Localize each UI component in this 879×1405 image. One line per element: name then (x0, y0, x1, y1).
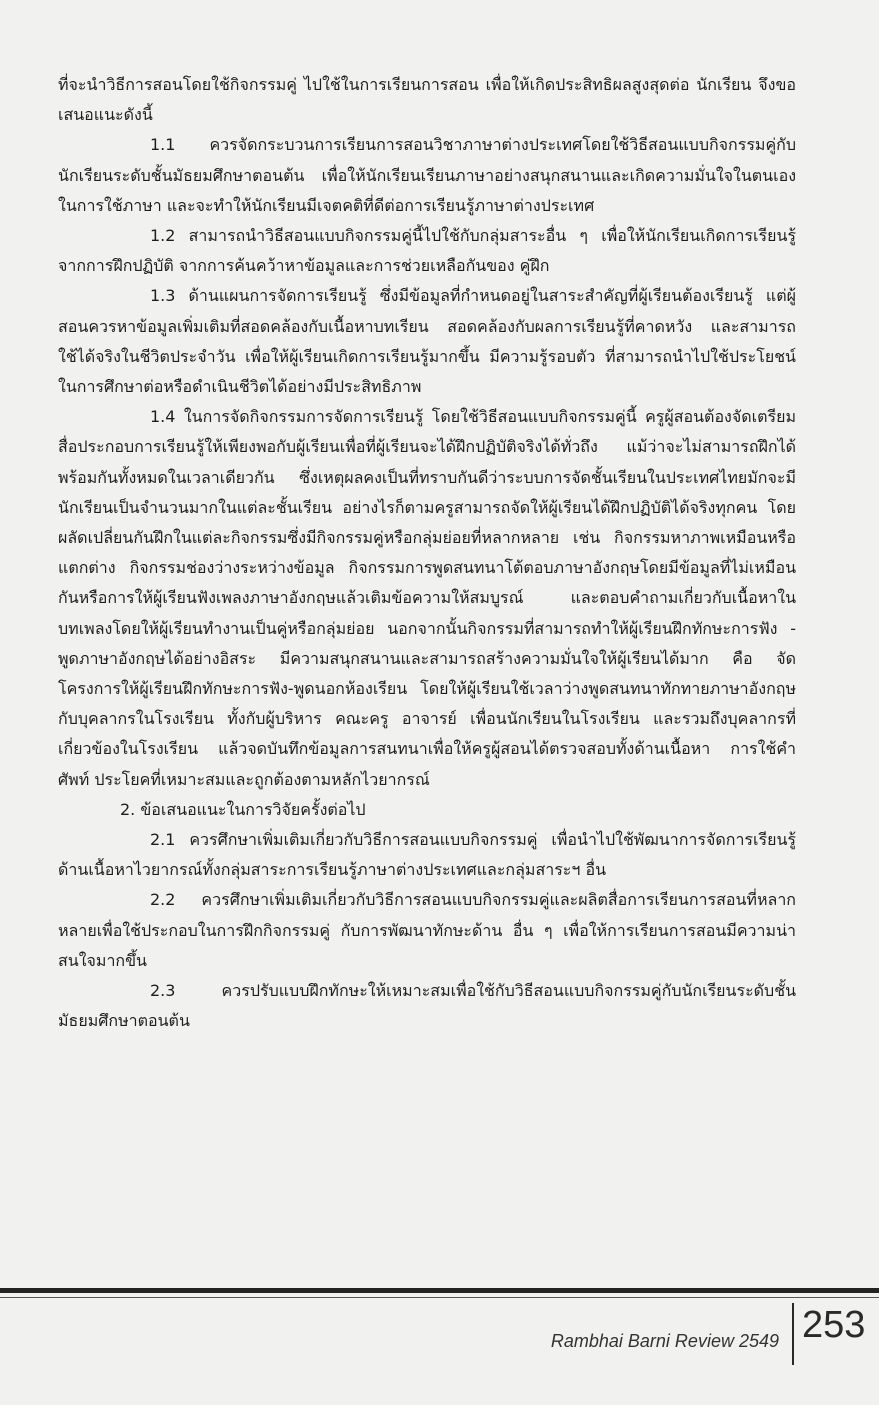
section-heading-2: 2. ข้อเสนอแนะในการวิจัยครั้งต่อไป (120, 799, 366, 819)
paragraph-intro: ที่จะนำวิธีการสอนโดยใช้กิจกรรมคู่ ไปใช้ในการเรียนการสอน เพื่อให้เกิดประสิทธิผลสูงสุดต่อ นักเรียน จึงขอเสนอแนะดังนี้ (58, 75, 796, 125)
paragraph-2-2: 2.2 ควรศึกษาเพิ่มเติมเกี่ยวกับวิธีการสอนแบบกิจกรรมคู่และผลิตสื่อการเรียนการสอนที่หลากหลายเพื่อใช้ประกอบในการฝึกกิจกรรมคู่ กับการพัฒนาทักษะด้าน อื่น ๆ เพื่อให้การเรียนการสอนมีความน่าสนใจมากขึ้น (58, 890, 796, 970)
paragraph-2-3: 2.3 ควรปรับแบบฝึกทักษะให้เหมาะสมเพื่อใช้กับวิธีสอนแบบกิจกรรมคู่กับนักเรียนระดับชั้นมัธยมศึกษาตอนต้น (58, 981, 796, 1031)
footer-divider (792, 1303, 794, 1365)
paragraph-1-1: 1.1 ควรจัดกระบวนการเรียนการสอนวิชาภาษาต่างประเทศโดยใช้วิธีสอนแบบกิจกรรมคู่กับนักเรียนระดับชั้นมัธยมศึกษาตอนต้น เพื่อให้นักเรียนเรียนภาษาอย่างสนุกสนานและเกิดความมั่นใจในตนเองในการใช้ภาษา และจะทำให้นักเรียนมีเจตคติที่ดีต่อการเรียนรู้ภาษาต่างประเทศ (58, 135, 796, 215)
paragraph-1-2: 1.2 สามารถนำวิธีสอนแบบกิจกรรมคู่นี้ไปใช้กับกลุ่มสาระอื่น ๆ เพื่อให้นักเรียนเกิดการเรียนรู้จากการฝึกปฏิบัติ จากการค้นคว้าหาข้อมูลและการช่วยเหลือกันของ คู่ฝึก (58, 226, 796, 276)
paragraph-1-4: 1.4 ในการจัดกิจกรรมการจัดการเรียนรู้ โดยใช้วิธีสอนแบบกิจกรรมคู่นี้ ครูผู้สอนต้องจัดเตรียมสื่อประกอบการเรียนรู้ให้เพียงพอกับผู้เรียนเพื่อที่ผู้เรียนจะได้ฝึกปฏิบัติจริงได้ทั่วถึง แม้ว่าจะไม่สามารถฝึกได้พร้อมกันทั้งหมดในเวลาเดียวกัน ซึ่งเหตุผลคงเป็นที่ทราบกันดีว่าระบบการจัดชั้นเรียนในประเทศไทยมักจะมีนักเรียนเป็นจำนวนมากในแต่ละชั้นเรียน อย่างไรก็ตามครูสามารถจัดให้ผู้เรียนได้ฝึกปฏิบัติได้จริงทุกคน โดยผลัดเปลี่ยนกันฝึกในแต่ละกิจกรรมซึ่งมีกิจกรรมคู่หรือกลุ่มย่อยที่หลากหลาย เช่น กิจกรรมหาภาพเหมือนหรือแตกต่าง กิจกรรมช่องว่างระหว่างข้อมูล กิจกรรมการพูดสนทนาโต้ตอบภาษาอังกฤษโดยมีข้อมูลที่ไม่เหมือนกันหรือการให้ผู้เรียนฟังเพลงภาษาอังกฤษแล้วเติมข้อความให้สมบูรณ์ และตอบคำถามเกี่ยวกับเนื้อหาในบทเพลงโดยให้ผู้เรียนทำงานเป็นคู่หรือกลุ่มย่อย นอกจากนั้นกิจกรรมที่สามารถทำให้ผู้เรียนฝึกทักษะการฟัง - พูดภาษาอังกฤษได้อย่างอิสระ มีความสนุกสนานและสามารถสร้างความมั่นใจให้ผู้เรียนได้มาก คือ จัดโครงการให้ผู้เรียนฝึกทักษะการฟัง-พูดนอกห้องเรียน โดยให้ผู้เรียนใช้เวลาว่างพูดสนทนาทักทายภาษาอังกฤษกับบุคลากรในโรงเรียน ทั้งกับผู้บริหาร คณะครู อาจารย์ เพื่อนนักเรียนในโรงเรียน และรวมถึงบุคลากรที่เกี่ยวข้องในโรงเรียน แล้วจดบันทึกข้อมูลการสนทนาเพื่อให้ครูผู้สอนได้ตรวจสอบทั้งด้านเนื้อหา การใช้คำศัพท์ ประโยคที่เหมาะสมและถูกต้องตามหลักไวยากรณ์ (58, 407, 796, 789)
article-body (58, 70, 796, 1037)
paragraph-1-3: 1.3 ด้านแผนการจัดการเรียนรู้ ซึ่งมีข้อมูลที่กำหนดอยู่ในสาระสำคัญที่ผู้เรียนต้องเรียนรู้ แต่ผู้สอนควรหาข้อมูลเพิ่มเติมที่สอดคล้องกับเนื้อหาบทเรียน สอดคล้องกับผลการเรียนรู้ที่คาดหวัง และสามารถใช้ได้จริงในชีวิตประจำวัน เพื่อให้ผู้เรียนเกิดการเรียนรู้มากขึ้น มีความรู้รอบตัว ที่สามารถนำไปใช้ประโยชน์ในการศึกษาต่อหรือดำเนินชีวิตได้อย่างมีประสิทธิภาพ (58, 286, 796, 397)
page-number: 253 (802, 1304, 866, 1346)
footer-rule-thick (0, 1288, 879, 1293)
journal-name: Rambhai Barni Review 2549 (550, 1331, 779, 1351)
paragraph-2-1: 2.1 ควรศึกษาเพิ่มเติมเกี่ยวกับวิธีการสอนแบบกิจกรรมคู่ เพื่อนำไปใช้พัฒนาการจัดการเรียนรู้ด้านเนื้อหาไวยากรณ์ทั้งกลุ่มสาระการเรียนรู้ภาษาต่างประเทศและกลุ่มสาระฯ อื่น (58, 830, 796, 880)
footer-rule-thin (0, 1297, 879, 1298)
